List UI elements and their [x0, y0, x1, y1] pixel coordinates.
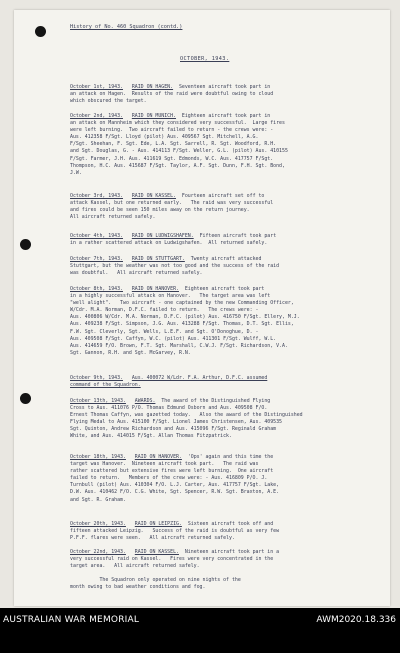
diary-entry [70, 549, 372, 592]
entry-line-text: "well alight". Two aircraft - one captained by the new Commanding Officer, [70, 300, 294, 307]
month-title: OCTOBER, 1943. [180, 56, 230, 62]
entry-date: October 20th, 1943. [70, 521, 126, 527]
archive-name: AUSTRALIAN WAR MEMORIAL [3, 615, 140, 625]
entry-line [70, 91, 372, 98]
entry-date: October 9th, 1943. [70, 375, 123, 381]
entry-text: 'Ops' again and this time the [187, 454, 274, 460]
entry-line [70, 98, 372, 105]
entry-line [70, 433, 372, 440]
entry-line [70, 300, 372, 307]
entry-line [70, 270, 372, 277]
entry-line-text: F/Sgt. Sheehan, F. Sgt. Ede, L.A. Sgt. Sarrell, R. Sgt. Woodford, R.H. [70, 141, 277, 148]
entry-first-line [70, 454, 372, 461]
entry-line-text: in a rather scattered attack on Ludwigshafen. All returned safely. [70, 240, 268, 247]
entry-text: Seventeen aircraft took part in [178, 84, 271, 90]
entry-line-text: an attack on Mannheim which they considered very successful. Large fires [70, 120, 285, 127]
entry-line [70, 336, 372, 343]
entry-line-text: target was Hanover. Nineteen aircraft took part. The raid was [70, 461, 259, 468]
entry-line [70, 556, 372, 563]
diary-entry [70, 84, 372, 105]
entry-line [70, 200, 372, 207]
entry-line [70, 263, 372, 270]
entry-line [70, 321, 372, 328]
entry-line-text: Stuttgart, but the weather was not too good and the success of the raid [70, 263, 280, 270]
entry-line [70, 482, 372, 489]
entry-first-line [70, 549, 372, 556]
entry-line-text: which obscured the target. [70, 98, 147, 105]
entry-line-text: and Sgt. Douglas, G. - Aus. 414113 F/Sgt. Weller, G.L. (pilot) Aus. 410155 [70, 148, 288, 155]
archive-footer-bar [0, 608, 400, 653]
entry-line [70, 461, 372, 468]
entry-heading: RAID ON LEIPZIG. [134, 521, 182, 527]
entry-line-text: P.F.F. flares were seen. All aircraft returned safely. [70, 535, 235, 542]
entry-line [70, 141, 372, 148]
entry-text: Sixteen aircraft took off and [187, 521, 274, 527]
document-header: History of No. 460 Squadron (contd.) [70, 24, 183, 30]
entry-heading: RAID ON MUNICH. [131, 113, 177, 119]
entry-line-text: Thompson, H.C. Aus. 415687 F/Sgt. Taylor, A.F. Sgt. Dunn, F.H. Sgt. Bond, [70, 162, 285, 169]
entry-line-text: Flying Medal to Aus. 415100 F/Sgt. Lionel James Christensen, Aus. 409535 [70, 419, 282, 426]
entry-line [70, 163, 372, 170]
entry-line-text: command of the Squadron. [70, 382, 141, 389]
diary-entry [70, 256, 372, 277]
entry-first-line [70, 256, 372, 263]
entry-line-text: Turnbull (pilot) Aus. 410304 F/O. L.J. Carter, Aus. 417757 F/Sgt. Lake, [70, 482, 280, 489]
entry-line [70, 528, 372, 535]
entry-line-text: fifteen attacked Leipzig. Success of the raid is doubtful as very few [70, 528, 280, 535]
entry-line-text: Aus. 409508 F/Sgt. Caffyn, W.C. (pilot) Aus. 411301 F/Sgt. Wulff, W.L. [70, 335, 277, 342]
entry-line-text: rather scattered but extensive fires were left burning. One aircraft [70, 468, 274, 475]
entry-text: Eighteen aircraft took part [184, 286, 265, 292]
archive-reference: AWM2020.18.336 [316, 615, 396, 625]
entry-line [70, 207, 372, 214]
entry-line-text: were left burning. Two aircraft failed to return - the crews were: - [70, 127, 274, 134]
entry-line-text: White, and Aus. 414015 F/Sgt. Allan Thomas Fitzpatrick. [70, 433, 232, 440]
entry-line-text: Sgt. Quinton, Andrew Richardson and Aus. 415096 F/Sgt. Reginald Graham [70, 426, 277, 433]
entry-line [70, 293, 372, 300]
entry-date: October 2nd, 1943. [70, 113, 123, 119]
entry-line [70, 468, 372, 475]
entry-text: The award of the Distinguished Flying [161, 398, 271, 404]
entry-line-text: Ernest Thomas Caffyn, was gazetted today. Also the award of the Distinguished [70, 412, 303, 419]
entry-heading: RAID ON STUTTGART. [131, 256, 185, 262]
entry-line [70, 350, 372, 357]
entry-text: Nineteen aircraft took part in a [184, 549, 280, 555]
diary-entry [70, 113, 372, 177]
entry-date: October 1st, 1943. [70, 84, 123, 90]
entry-line-text: All aircraft returned safely. [70, 214, 156, 221]
entry-line [70, 156, 372, 163]
punch-hole [20, 393, 31, 404]
entry-line [70, 412, 372, 419]
entry-first-line [70, 84, 372, 91]
entry-line-text: an attack on Hagen. Results of the raid were doubtful owing to cloud [70, 91, 274, 98]
entry-line [70, 489, 372, 496]
diary-entry [70, 521, 372, 542]
entry-line [70, 475, 372, 482]
diary-entry [70, 398, 372, 441]
entry-line-text: very successful raid on Kassel. Fires were very concentrated in the [70, 556, 274, 563]
entry-heading: RAID ON KASSEL. [134, 549, 179, 555]
entry-line-text: was doubtful. All aircraft returned safely. [70, 270, 203, 277]
entry-line-text: and Sgt. R. Graham. [70, 496, 126, 503]
entry-date: October 7th, 1943. [70, 256, 123, 262]
diary-entry [70, 286, 372, 357]
entry-line-text: Aus. 409238 F/Sgt. Simpson, J.G. Aus. 413288 F/Sgt. Thomas, D.T. Sgt. Ellis, [70, 321, 294, 328]
entry-heading: RAID ON LUDWIGSHAFEN. [131, 233, 194, 239]
entry-line [70, 497, 372, 504]
entry-line-text: target area. All aircraft returned safely. [70, 563, 200, 570]
entry-line-text: W/Cdr. M.A. Norman, D.F.C. failed to return. The crews were: - [70, 307, 259, 314]
entry-text: Fifteen aircraft took part [199, 233, 277, 239]
entry-line [70, 584, 372, 591]
entry-date: October 18th, 1943. [70, 454, 126, 460]
entry-first-line [70, 286, 372, 293]
entry-line [70, 570, 372, 577]
entry-line [70, 577, 372, 584]
entry-line [70, 563, 372, 570]
entry-line [70, 343, 372, 350]
entry-line [70, 535, 372, 542]
diary-entry [70, 233, 372, 247]
entry-text: Fourteen aircraft set off to [181, 193, 265, 199]
entry-heading: RAID ON HANOVER. [134, 454, 182, 460]
entry-line-text: Cross to Aus. 411076 P/O. Thomas Edmund Osborn and Aus. 409508 F/O. [70, 405, 268, 412]
entry-date: October 3rd, 1943. [70, 193, 123, 199]
entry-first-line [70, 521, 372, 528]
entry-date: October 8th, 1943. [70, 286, 123, 292]
entry-date: October 22nd, 1943. [70, 549, 126, 555]
entry-line [70, 426, 372, 433]
entry-text: Twenty aircraft attacked [190, 256, 262, 262]
entry-line [70, 127, 372, 134]
entry-line [70, 307, 372, 314]
entry-line [70, 240, 372, 247]
entry-heading: RAID ON HAGEN. [131, 84, 174, 90]
entry-heading: RAID ON HANOVER. [131, 286, 179, 292]
entry-line-text: failed to return. Members of the crew were: - Aus. 416809 P/O. J. [70, 475, 268, 482]
punch-hole [20, 239, 31, 250]
entry-line [70, 120, 372, 127]
entry-line-text: D.W. Aus. 410462 F/O. C.G. White, Sgt. Spencer, R.W. Sgt. Braxton, A.E. [70, 489, 280, 496]
diary-entry [70, 454, 372, 504]
entry-text: Eighteen aircraft took part in [181, 113, 271, 119]
entry-line-text: Aus. 400806 W/Cdr. M.A. Norman, D.F.C. (pilot) Aus. 416750 F/Sgt. Ellery, M.J. [70, 314, 300, 321]
entry-line-text: month owing to bad weather conditions and fog. [70, 584, 206, 591]
entry-heading: RAID ON KASSEL. [131, 193, 177, 199]
entry-text: Aus. 400072 W/Ldr. F.A. Arthur, D.F.C. assumed [131, 375, 268, 381]
entry-line [70, 134, 372, 141]
entry-line-text: F/Sgt. Farmer, J.H. Aus. 411619 Sgt. Edmonds, W.C. Aus. 417757 F/Sgt. [70, 155, 274, 162]
entry-line-text: attack Kassel, but one returned early. The raid was very successful [70, 200, 274, 207]
entry-line-text: in a highly successful attack on Hanover. The target area was left [70, 293, 271, 300]
entry-date: October 13th, 1943. [70, 398, 126, 404]
entry-first-line [70, 398, 372, 405]
diary-entry [70, 375, 372, 389]
entry-line [70, 329, 372, 336]
entry-first-line [70, 113, 372, 120]
entry-first-line [70, 193, 372, 200]
punch-hole [35, 26, 46, 37]
entry-line [70, 419, 372, 426]
entry-line-text: and fires could be seen 150 miles away on the return journey. [70, 207, 250, 214]
entry-line [70, 314, 372, 321]
entry-first-line [70, 233, 372, 240]
entry-line [70, 382, 372, 389]
entry-line-text: F.W. Sgt. Cleverly, Sgt. Wells, L.E.F. and Sgt. O'Donoghue, D. - [70, 328, 259, 335]
entry-line [70, 214, 372, 221]
entry-line [70, 405, 372, 412]
entry-line-text: The Squadron only operated on nine nights of the [70, 577, 241, 584]
diary-entry [70, 193, 372, 221]
entry-line [70, 148, 372, 155]
entry-date: October 4th, 1943. [70, 233, 123, 239]
entry-heading: AWARDS. [134, 398, 156, 404]
entry-line-text: J.W. [70, 169, 82, 176]
entry-line-text: Aus. 414659 F/O. Brown, F.T. Sgt. Marshall, C.W.J. F/Sgt. Richardson, V.A. [70, 342, 288, 349]
entry-first-line [70, 375, 372, 382]
entry-line [70, 170, 372, 177]
entry-line-text: Aus. 412358 F/Sgt. Lloyd (pilot) Aus. 409567 Sgt. Mitchell, A.G. [70, 134, 259, 141]
entry-line-text: Sgt. Gannon, R.H. and Sgt. McGarvey, R.N. [70, 349, 191, 356]
